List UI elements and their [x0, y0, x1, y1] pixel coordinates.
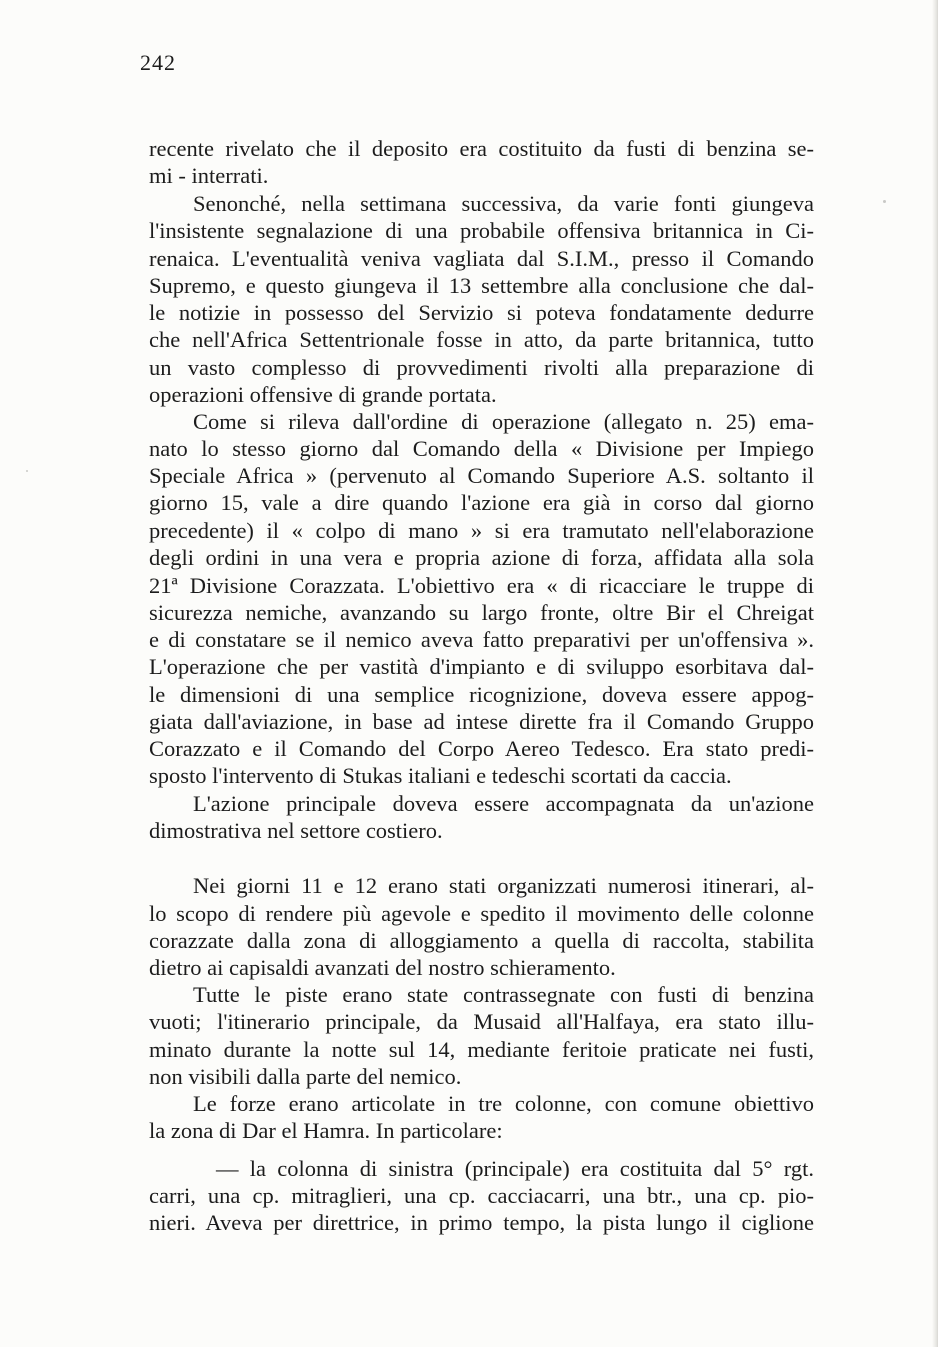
text-line: — la colonna di sinistra (principale) era costituita dal 5° rgt.: [216, 1156, 814, 1181]
text-line: l'insistente segnalazione di una probabile offensiva britannica in Ci-: [149, 218, 814, 243]
text-line: non visibili dalla parte del nemico.: [149, 1064, 462, 1089]
text-line: dimostrativa nel settore costiero.: [149, 818, 443, 843]
text-line: corazzate dalla zona di alloggiamento a quella di raccolta, stabilita: [149, 928, 814, 953]
text-line: 21ª Divisione Corazzata. L'obiettivo era « di ricacciare le truppe di: [149, 573, 814, 598]
text-line: e di constatare se il nemico aveva fatto preparativi per un'offensiva ».: [149, 627, 814, 652]
text-line: le dimensioni di una semplice ricognizione, doveva essere appog-: [149, 682, 814, 707]
scan-speck: [26, 470, 28, 472]
text-line: la zona di Dar el Hamra. In particolare:: [149, 1118, 503, 1143]
text-line: che nell'Africa Settentrionale fosse in atto, da parte britannica, tutto: [149, 327, 814, 352]
text-line: giata dall'aviazione, in base ad intese dirette fra il Comando Gruppo: [149, 709, 814, 734]
text-line: mi - interrati.: [149, 163, 269, 188]
text-line: nieri. Aveva per direttrice, in primo tempo, la pista lungo il ciglione: [149, 1210, 814, 1235]
text-line: sicurezza nemiche, avanzando su largo fronte, oltre Bir el Chreigat: [149, 600, 814, 625]
text-line: renaica. L'eventualità veniva vagliata dal S.I.M., presso il Comando: [149, 246, 814, 271]
text-line: operazioni offensive di grande portata.: [149, 382, 497, 407]
text-line: Le forze erano articolate in tre colonne, con comune obiettivo: [193, 1091, 814, 1116]
text-line: minato durante la notte sul 14, mediante feritoie praticate nei fusti,: [149, 1037, 814, 1062]
text-line: Speciale Africa » (pervenuto al Comando Superiore A.S. soltanto il: [149, 463, 814, 488]
text-line: precedente) il « colpo di mano » si era tramutato nell'elaborazione: [149, 518, 814, 543]
text-line: recente rivelato che il deposito era costituito da fusti di benzina se-: [149, 136, 814, 161]
text-line: lo scopo di rendere più agevole e spedito il movimento delle colonne: [149, 901, 814, 926]
page-number: 242: [140, 50, 176, 75]
text-line: carri, una cp. mitraglieri, una cp. cacciacarri, una btr., una cp. pio-: [149, 1183, 814, 1208]
text-line: Supremo, e questo giungeva il 13 settembre alla conclusione che dal-: [149, 273, 814, 298]
text-line: le notizie in possesso del Servizio si poteva fondatamente dedurre: [149, 300, 814, 325]
text-line: un vasto complesso di provvedimenti rivolti alla preparazione di: [149, 355, 814, 380]
scan-speck: [883, 200, 886, 203]
text-line: L'azione principale doveva essere accompagnata da un'azione: [193, 791, 814, 816]
text-line: giorno 15, vale a dire quando l'azione era già in corso dal giorno: [149, 490, 814, 515]
text-line: degli ordini in una vera e propria azione di forza, affidata alla sola: [149, 545, 814, 570]
text-line: L'operazione che per vastità d'impianto e di sviluppo esorbitava dal-: [149, 654, 814, 679]
text-line: Corazzato e il Comando del Corpo Aereo Tedesco. Era stato predi-: [149, 736, 814, 761]
text-line: Come si rileva dall'ordine di operazione (allegato n. 25) ema-: [193, 409, 814, 434]
page-edge-shadow: [932, 0, 938, 1347]
text-line: vuoti; l'itinerario principale, da Musaid all'Halfaya, era stato illu-: [149, 1009, 814, 1034]
text-line: dietro ai capisaldi avanzati del nostro schieramento.: [149, 955, 616, 980]
text-line: Senonché, nella settimana successiva, da varie fonti giungeva: [193, 191, 814, 216]
text-line: sposto l'intervento di Stukas italiani e tedeschi scortati da caccia.: [149, 763, 732, 788]
text-line: nato lo stesso giorno dal Comando della « Divisione per Impiego: [149, 436, 814, 461]
text-line: Tutte le piste erano state contrassegnate con fusti di benzina: [193, 982, 814, 1007]
text-line: Nei giorni 11 e 12 erano stati organizzati numerosi itinerari, al-: [193, 873, 814, 898]
